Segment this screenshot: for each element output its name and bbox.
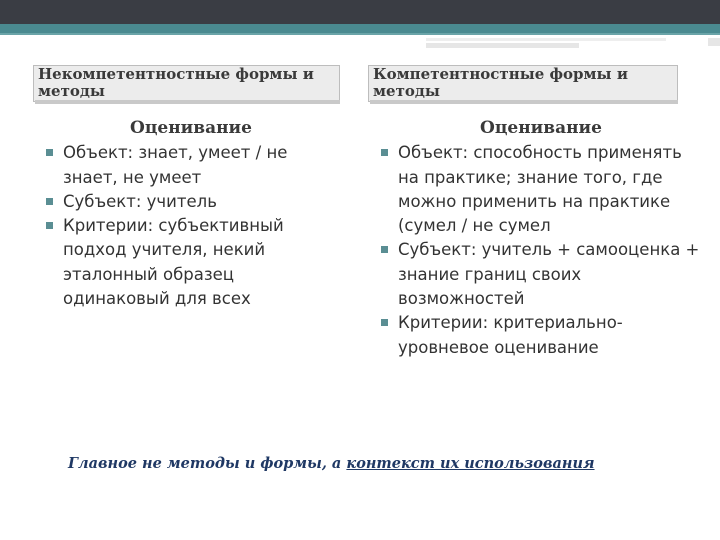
slide-top-bar (0, 0, 720, 24)
decorative-stripe (708, 38, 720, 46)
left-header-shadow (35, 100, 340, 104)
slide-accent-line (0, 33, 720, 35)
list-item-text: Критерии: критериально-уровневое оценивание (398, 313, 623, 357)
list-item (381, 238, 701, 311)
list-item-text: Объект: знает, умеет / не знает, не умеет (63, 143, 288, 187)
right-column (381, 116, 701, 360)
left-column (46, 116, 336, 311)
list-item (46, 214, 336, 311)
square-bullet-icon (46, 149, 53, 156)
list-item-text: Объект: способность применять на практике; знание того, где можно применить на практике (сумел / не сумел (398, 143, 682, 236)
left-column-title: Оценивание (130, 118, 252, 138)
left-bullet-list (46, 141, 336, 311)
footer-highlight-text: контекст их использования (346, 455, 595, 472)
decorative-stripe (426, 38, 666, 41)
list-item-text: Субъект: учитель (63, 191, 217, 211)
footer-statement (68, 455, 688, 472)
footer-main-text: Главное не методы и формы, а (68, 455, 347, 472)
list-item (46, 141, 336, 190)
list-item-text: Субъект: учитель + самооценка + знание границ своих возможностей (398, 240, 700, 309)
square-bullet-icon (381, 246, 388, 253)
right-header-shadow (370, 100, 678, 104)
square-bullet-icon (46, 198, 53, 205)
left-column-header: Некомпетентностные формы и методы (33, 65, 340, 102)
slide-accent-bar (0, 24, 720, 33)
square-bullet-icon (381, 319, 388, 326)
right-bullet-list (381, 141, 701, 360)
list-item-text: Критерии: субъективный подход учителя, некий эталонный образец одинаковый для всех (63, 216, 284, 309)
list-item (46, 190, 336, 214)
list-item (381, 311, 701, 360)
right-column-header: Компетентностные формы и методы (368, 65, 678, 102)
decorative-stripe (426, 43, 579, 48)
square-bullet-icon (381, 149, 388, 156)
square-bullet-icon (46, 222, 53, 229)
list-item (381, 141, 701, 238)
right-column-title: Оценивание (480, 118, 602, 138)
